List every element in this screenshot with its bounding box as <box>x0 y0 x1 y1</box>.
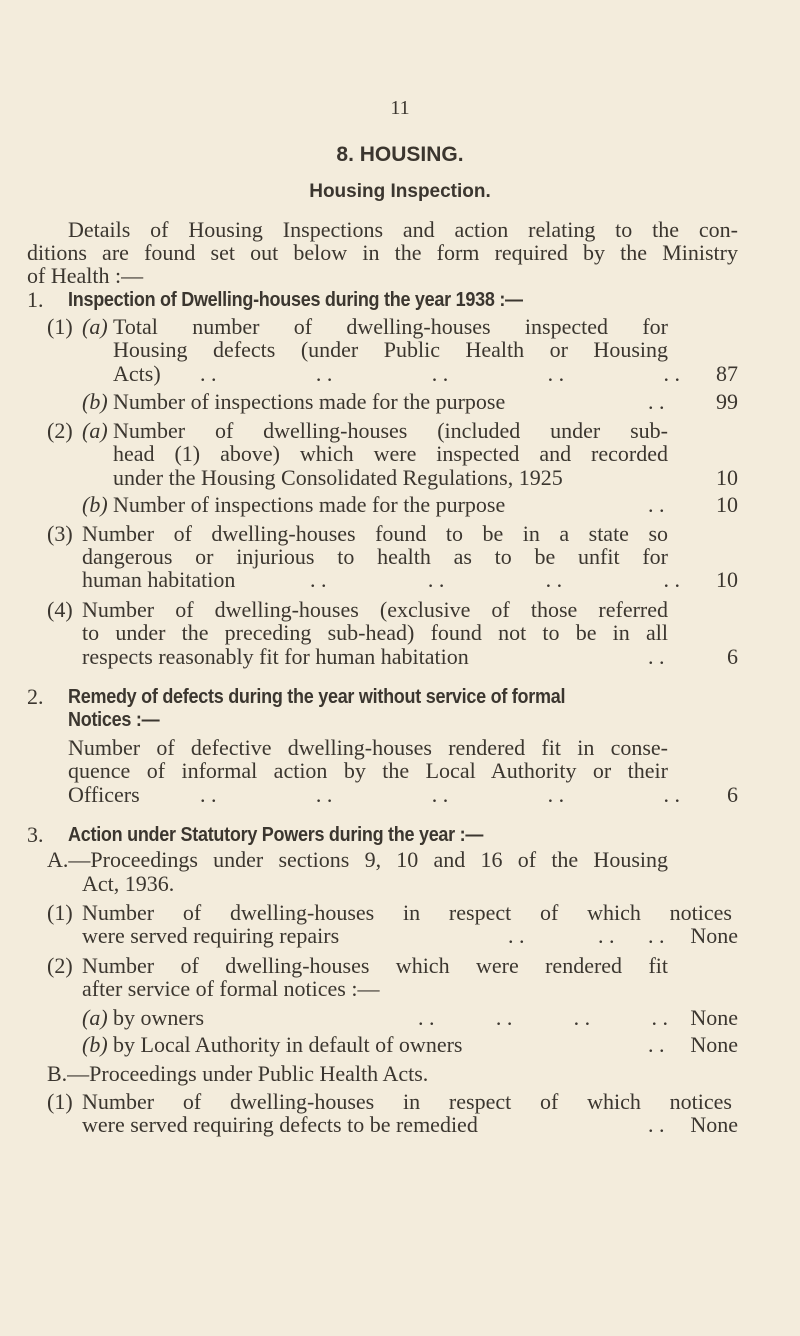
item-text: Housing defects (under Public Health or Housing <box>113 337 668 362</box>
value: None <box>690 923 738 948</box>
dot-leader: . . <box>648 923 665 948</box>
item-text: Number of dwelling-houses (exclusive of those referred <box>82 597 668 622</box>
item-text: head (1) above) which were inspected and recorded <box>113 441 668 466</box>
item-number: (1) <box>47 900 73 925</box>
intro-line: of Health :— <box>27 263 144 288</box>
value: 10 <box>716 492 738 517</box>
item-text: Acts) <box>113 361 161 386</box>
subsection-heading: A.—Proceedings under sections 9, 10 and 16 of the Housing <box>47 847 668 872</box>
section-heading: Remedy of defects during the year without service of formal <box>68 686 566 708</box>
dot-leader: . . <box>648 1112 665 1137</box>
item-number: (3) <box>47 521 73 546</box>
item-label: (a) <box>82 314 108 339</box>
value: 99 <box>716 389 738 414</box>
item-text: Number of defective dwelling-houses rendered fit in conse- <box>68 735 668 760</box>
intro-line: ditions are found set out below in the form required by the Ministry <box>27 240 738 265</box>
item-text: by owners <box>113 1005 205 1030</box>
value: 10 <box>716 567 738 592</box>
section-title: 8. HOUSING. <box>336 143 464 166</box>
item-number: (2) <box>47 418 73 443</box>
section-heading: Inspection of Dwelling-houses during the year 1938 :— <box>68 289 523 311</box>
item-text: after service of formal notices :— <box>82 976 380 1001</box>
dot-leader: . . <box>508 923 525 948</box>
item-text: respects reasonably fit for human habitation <box>82 644 469 669</box>
item-text: to under the preceding sub-head) found not to be in all <box>82 620 668 645</box>
item-label: (a) <box>82 418 108 443</box>
item-text: quence of informal action by the Local Authority or their <box>68 758 668 783</box>
item-number: (1) <box>47 1089 73 1114</box>
item-text: Number of dwelling-houses in respect of which notices <box>82 900 732 925</box>
item-number: 2. <box>27 684 44 709</box>
section-heading: Notices :— <box>68 709 160 731</box>
value: 6 <box>727 644 738 669</box>
section-heading: Action under Statutory Powers during the year :— <box>68 824 484 846</box>
subsection-heading: Act, 1936. <box>82 871 175 896</box>
dot-leader: . . <box>648 389 665 414</box>
item-text: Number of inspections made for the purpose <box>113 389 506 414</box>
item-text: were served requiring repairs <box>82 923 340 948</box>
dot-leader: . . . . . . . . <box>310 567 680 592</box>
dot-leader: . . <box>598 923 615 948</box>
item-number: 1. <box>27 287 44 312</box>
value: 10 <box>716 465 738 490</box>
dot-leader: . . <box>648 1032 665 1057</box>
item-number: (1) <box>47 314 73 339</box>
dot-leader: . . <box>648 644 665 669</box>
dot-leader: . . . . . . . . . . <box>200 782 680 807</box>
item-text: Number of inspections made for the purpose <box>113 492 506 517</box>
dot-leader: . . <box>648 492 665 517</box>
item-text: Number of dwelling-houses in respect of which notices <box>82 1089 732 1114</box>
section-subtitle: Housing Inspection. <box>309 181 491 202</box>
value: 87 <box>716 361 738 386</box>
item-text: were served requiring defects to be remedied <box>82 1112 478 1137</box>
item-text: Number of dwelling-houses (included under sub- <box>113 418 668 443</box>
item-text: human habitation <box>82 567 236 592</box>
page-number: 11 <box>390 97 410 119</box>
dot-leader: . . . . . . . . <box>418 1005 668 1030</box>
item-number: (2) <box>47 953 73 978</box>
item-text: by Local Authority in default of owners <box>113 1032 463 1057</box>
value: None <box>690 1005 738 1030</box>
subsection-heading: B.—Proceedings under Public Health Acts. <box>47 1061 429 1086</box>
value: 6 <box>727 782 738 807</box>
item-text: dangerous or injurious to health as to be unfit for <box>82 544 668 569</box>
item-text: Officers <box>68 782 140 807</box>
item-text: under the Housing Consolidated Regulations, 1925 <box>113 465 563 490</box>
item-label: (b) <box>82 1032 108 1057</box>
item-text: Total number of dwelling-houses inspected for <box>113 314 668 339</box>
item-text: Number of dwelling-houses which were rendered fit <box>82 953 668 978</box>
item-number: 3. <box>27 822 44 847</box>
item-number: (4) <box>47 597 73 622</box>
value: None <box>690 1032 738 1057</box>
intro-line: Details of Housing Inspections and action relating to the con- <box>68 217 738 242</box>
dot-leader: . . . . . . . . . . <box>200 361 680 386</box>
item-text: Number of dwelling-houses found to be in a state so <box>82 521 668 546</box>
item-label: (a) <box>82 1005 108 1030</box>
item-label: (b) <box>82 389 108 414</box>
item-label: (b) <box>82 492 108 517</box>
value: None <box>690 1112 738 1137</box>
